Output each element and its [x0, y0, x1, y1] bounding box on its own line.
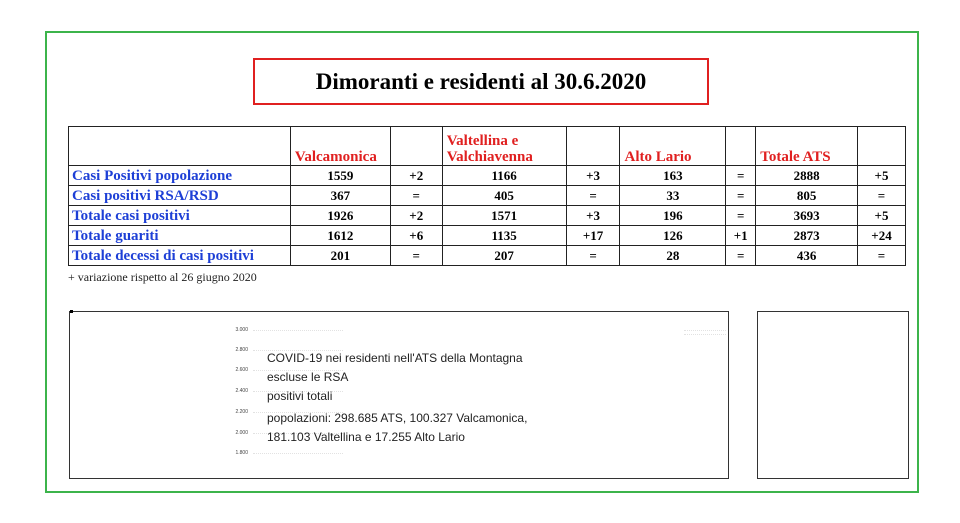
- page-title: Dimoranti e residenti al 30.6.2020: [253, 58, 709, 105]
- chart-panel: [69, 311, 729, 479]
- table-cell: =: [726, 186, 756, 206]
- table-cell: =: [726, 246, 756, 266]
- header-totale-ats: Totale ATS: [756, 127, 858, 166]
- table-cell: 201: [290, 246, 390, 266]
- table-cell: =: [566, 186, 620, 206]
- header-cell: [726, 127, 756, 166]
- side-panel: [757, 311, 909, 479]
- table-cell: 805: [756, 186, 858, 206]
- header-cell: [69, 127, 291, 166]
- table-row: [69, 246, 906, 266]
- table-cell: 196: [620, 206, 726, 226]
- table-cell: 2888: [756, 166, 858, 186]
- table-cell: 436: [756, 246, 858, 266]
- table-row: [69, 186, 906, 206]
- table-header-row: [69, 127, 906, 166]
- chart-corner-mark: [70, 310, 73, 313]
- table-cell: =: [390, 186, 442, 206]
- table-cell: 367: [290, 186, 390, 206]
- header-valcamonica: Valcamonica: [290, 127, 390, 166]
- chart-caption-line: COVID-19 nei residenti nell'ATS della Montagna: [267, 351, 523, 365]
- table-cell: =: [726, 206, 756, 226]
- table-cell: 1926: [290, 206, 390, 226]
- table-cell: +3: [566, 166, 620, 186]
- grid-line: [684, 330, 726, 331]
- y-tick-label: 1.800: [235, 450, 248, 456]
- table-cell: 33: [620, 186, 726, 206]
- table-cell: +2: [390, 166, 442, 186]
- row-label: Totale guariti: [69, 226, 291, 246]
- y-tick-label: 2.800: [235, 347, 248, 353]
- y-tick-label: 2.600: [235, 367, 248, 373]
- header-cell: [566, 127, 620, 166]
- table-row: [69, 166, 906, 186]
- row-label: Casi Positivi popolazione: [69, 166, 291, 186]
- table-cell: =: [390, 246, 442, 266]
- table-cell: =: [858, 186, 906, 206]
- table-cell: +17: [566, 226, 620, 246]
- table-cell: 3693: [756, 206, 858, 226]
- table-cell: 207: [442, 246, 566, 266]
- header-cell: [858, 127, 906, 166]
- y-tick-label: 3.000: [235, 327, 248, 333]
- table-row: [69, 226, 906, 246]
- y-tick-label: 2.200: [235, 409, 248, 415]
- chart-caption: [267, 349, 527, 447]
- chart-caption-line: 181.103 Valtellina e 17.255 Alto Lario: [267, 430, 465, 444]
- table-cell: +5: [858, 166, 906, 186]
- table-cell: 1135: [442, 226, 566, 246]
- table-cell: +1: [726, 226, 756, 246]
- row-label: Totale decessi di casi positivi: [69, 246, 291, 266]
- y-tick-label: 2.400: [235, 388, 248, 394]
- table-cell: =: [566, 246, 620, 266]
- table-cell: +6: [390, 226, 442, 246]
- header-valtellina: Valtellina e Valchiavenna: [442, 127, 566, 166]
- chart-caption-line: escluse le RSA: [267, 370, 349, 384]
- grid-line: [253, 330, 343, 331]
- table-cell: 1166: [442, 166, 566, 186]
- table-cell: +5: [858, 206, 906, 226]
- table-cell: +24: [858, 226, 906, 246]
- table-cell: 2873: [756, 226, 858, 246]
- grid-line: [684, 334, 726, 335]
- table-cell: +3: [566, 206, 620, 226]
- table-cell: 163: [620, 166, 726, 186]
- y-tick-label: 2.000: [235, 430, 248, 436]
- grid-line: [253, 453, 343, 454]
- footnote: + variazione rispetto al 26 giugno 2020: [68, 270, 257, 284]
- table-cell: =: [726, 166, 756, 186]
- table-cell: +2: [390, 206, 442, 226]
- header-cell: [390, 127, 442, 166]
- table-cell: 28: [620, 246, 726, 266]
- table-cell: 126: [620, 226, 726, 246]
- row-label: Casi positivi RSA/RSD: [69, 186, 291, 206]
- chart-caption-line: popolazioni: 298.685 ATS, 100.327 Valcamonica,: [267, 411, 528, 425]
- table-cell: 405: [442, 186, 566, 206]
- table-cell: 1571: [442, 206, 566, 226]
- table-cell: 1559: [290, 166, 390, 186]
- table-row: [69, 206, 906, 226]
- table-cell: 1612: [290, 226, 390, 246]
- header-alto-lario: Alto Lario: [620, 127, 726, 166]
- chart-caption-line: positivi totali: [267, 389, 333, 403]
- table-cell: =: [858, 246, 906, 266]
- row-label: Totale casi positivi: [69, 206, 291, 226]
- data-table: [68, 126, 906, 266]
